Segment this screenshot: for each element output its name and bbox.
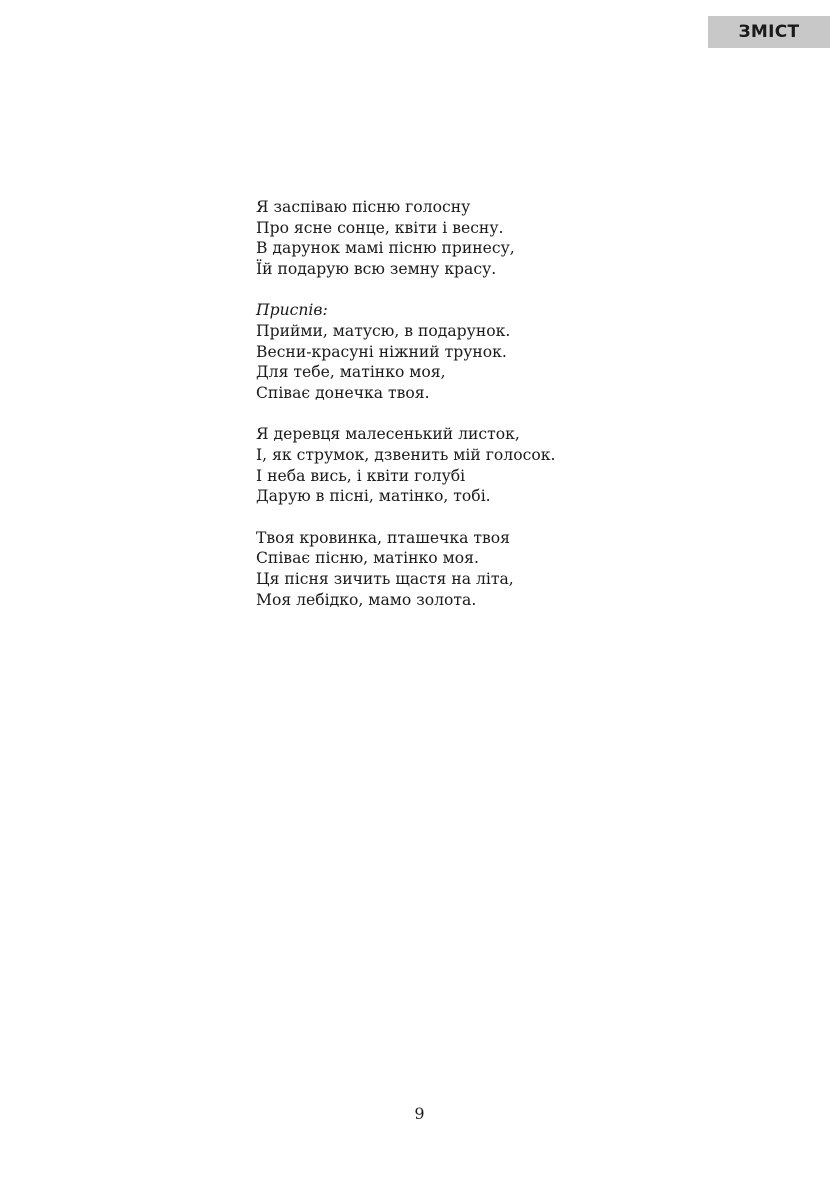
poem-line: Про ясне сонце, квіти і весну.: [256, 218, 504, 237]
poem-line: Твоя кровинка, пташечка твоя: [256, 528, 510, 547]
poem-line: Весни-красуні ніжний трунок.: [256, 342, 507, 361]
stanza-2: [256, 424, 676, 507]
poem-line: І, як струмок, дзвенить мій голосок.: [256, 446, 556, 465]
poem-line: Співає донечка твоя.: [256, 384, 430, 403]
poem-line: Для тебе, матінко моя,: [256, 363, 446, 382]
stanza-3: [256, 528, 676, 611]
poem-line: Їй подарую всю земну красу.: [256, 260, 497, 279]
poem-line: Ця пісня зичить щастя на літа,: [256, 570, 514, 589]
poem-line: Дарую в пісні, матінко, тобі.: [256, 487, 491, 506]
poem-line: І неба вись, і квіти голубі: [256, 466, 466, 485]
refrain-label: Приспів:: [256, 301, 328, 320]
poem-line: В дарунок мамі пісню принесу,: [256, 239, 515, 258]
stanza-1: [256, 197, 676, 280]
poem-line: Я деревця малесенький листок,: [256, 425, 520, 444]
page-number: 9: [414, 1104, 425, 1123]
poem-line: Співає пісню, матінко моя.: [256, 549, 479, 568]
poem-line: Я заспіваю пісню голосну: [256, 198, 471, 216]
poem-text: [256, 197, 676, 631]
poem-line: Моя лебідко, мамо золота.: [256, 590, 477, 609]
poem-line: Прийми, матусю, в подарунок.: [256, 322, 511, 341]
table-of-contents-button[interactable]: ЗМІСТ: [708, 16, 830, 48]
refrain: [256, 300, 676, 404]
